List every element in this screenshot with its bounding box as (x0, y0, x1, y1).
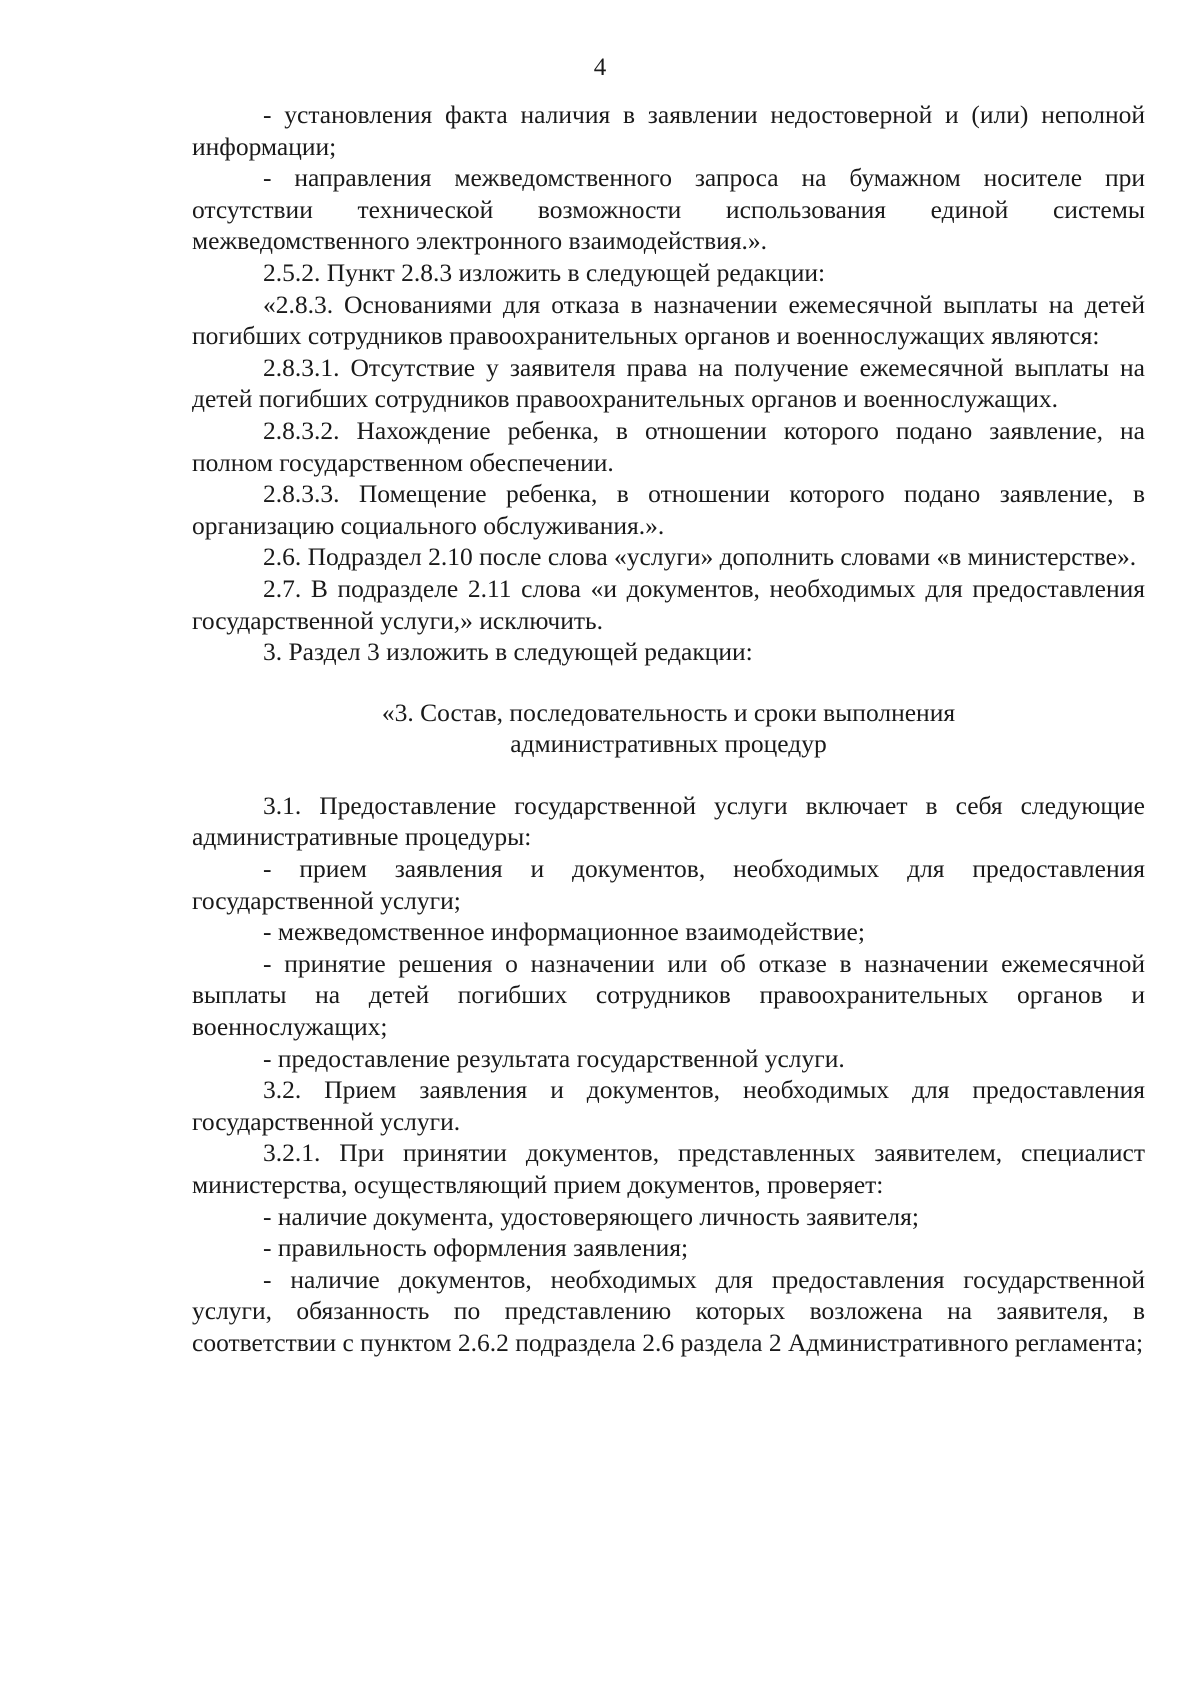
paragraph: «2.8.3. Основаниями для отказа в назначении ежемесячной выплаты на детей погибших сотрудников правоохранительных органов и военнослужащих являются: (192, 289, 1145, 351)
paragraph: - межведомственное информационное взаимодействие; (263, 917, 865, 947)
page-number: 4 (593, 54, 607, 81)
paragraph: 2.5.2. Пункт 2.8.3 изложить в следующей редакции: (263, 257, 826, 287)
paragraph: 3.2.1. При принятии документов, представленных заявителем, специалист министерства, осуществляющий прием документов, проверяет: (192, 1138, 1145, 1199)
paragraph: 3.1. Предоставление государственной услуги включает в себя следующие административные процедуры: (192, 790, 1145, 852)
paragraph: - установления факта наличия в заявлении недостоверной и (или) неполной информации; (192, 100, 1145, 161)
paragraph: - правильность оформления заявления; (263, 1233, 689, 1263)
section-heading-line: административных процедур (510, 729, 827, 759)
paragraph: - наличие документа, удостоверяющего личность заявителя; (263, 1201, 919, 1231)
paragraph: 2.8.3.2. Нахождение ребенка, в отношении которого подано заявление, на полном государственном обеспечении. (192, 415, 1145, 477)
paragraph: - наличие документов, необходимых для предоставления государственной услуги, обязанность по представлению которых возложена на заявителя, в соответствии с пунктом 2.6.2 подраздела 2.6 раздела 2 Административного регламента; (192, 1264, 1145, 1357)
paragraph: - направления межведомственного запроса на бумажном носителе при отсутствии технической возможности использования единой системы межведомственного электронного взаимодействия.». (192, 163, 1145, 256)
paragraph: - принятие решения о назначении или об отказе в назначении ежемесячной выплаты на детей погибших сотрудников правоохранительных органов и военнослужащих; (192, 948, 1145, 1042)
paragraph: - прием заявления и документов, необходимых для предоставления государственной услуги; (192, 854, 1145, 915)
document-body (192, 99, 1145, 1359)
paragraph: 2.8.3.3. Помещение ребенка, в отношении которого подано заявление, в организацию социального обслуживания.». (192, 479, 1145, 540)
paragraph: 3.2. Прием заявления и документов, необходимых для предоставления государственной услуги. (192, 1075, 1145, 1136)
paragraph: 2.8.3.1. Отсутствие у заявителя права на получение ежемесячной выплаты на детей погибших сотрудников правоохранительных органов и военнослужащих. (192, 352, 1145, 414)
paragraph: - предоставление результата государственной услуги. (263, 1043, 845, 1073)
paragraph: 2.6. Подраздел 2.10 после слова «услуги» дополнить словами «в министерстве». (263, 542, 1137, 572)
section-heading-line: «3. Состав, последовательность и сроки выполнения (381, 697, 956, 727)
paragraph: 3. Раздел 3 изложить в следующей редакции: (263, 637, 753, 667)
section-heading (192, 697, 1145, 760)
paragraph: 2.7. В подразделе 2.11 слова «и документов, необходимых для предоставления государственной услуги,» исключить. (192, 573, 1145, 635)
